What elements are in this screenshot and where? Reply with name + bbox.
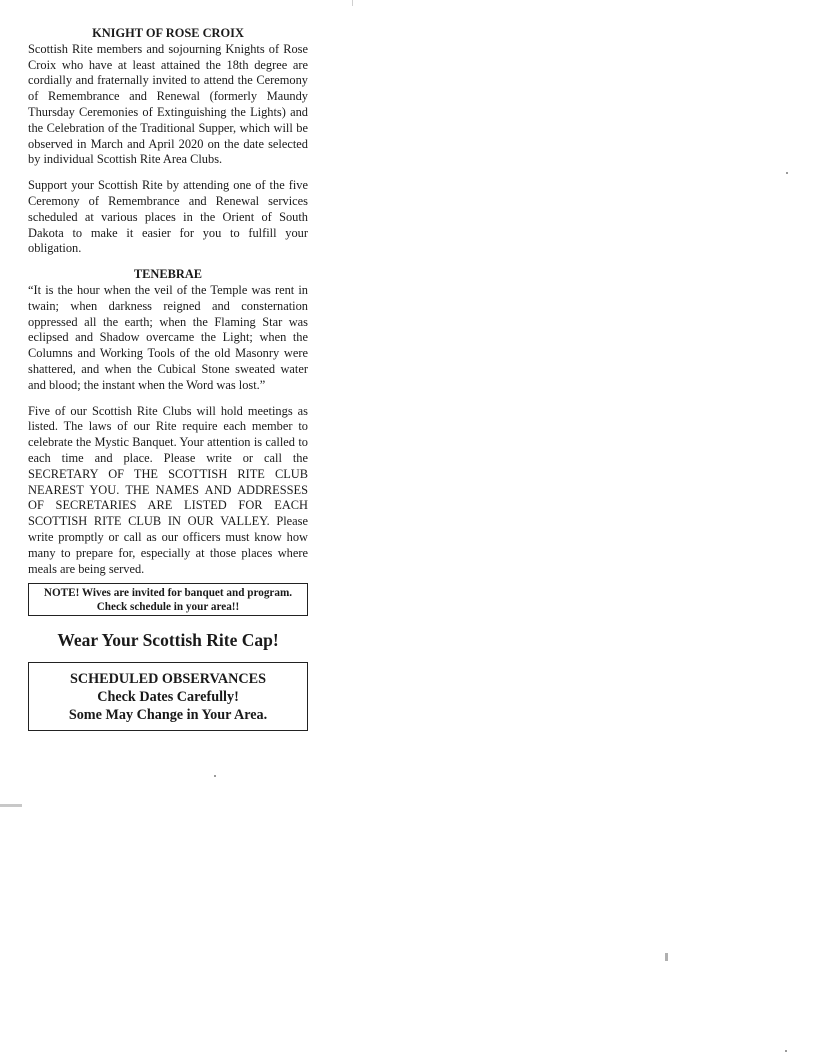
- schedule-title: SCHEDULED OBSERVANCES: [70, 671, 266, 688]
- clubs-paragraph: Five of our Scottish Rite Clubs will hold meetings as listed. The laws of our Rite require each member to celebrate the Mystic Banquet. Your attention is called to each time and place. Please write or call the SECRETARY OF THE SCOTTISH RITE CLUB NEAREST YOU. THE NAMES AND ADDRESSES OF SECRETARIES ARE LISTED FOR EACH SCOTTISH RITE CLUB IN OUR VALLEY. Please write promptly or call as our officers must know how many to prepare for, especially at those places where meals are being served.: [28, 403, 308, 576]
- invitation-paragraph: Scottish Rite members and sojourning Knights of Rose Croix who have at least attained the 18th degree are cordially and fraternally invited to attend the Ceremony of Remembrance and Renewal (formerly Maundy Thursday Ceremonies of Extinguishing the Lights) and the Celebration of the Traditional Supper, which will be observed in March and April 2020 on the date selected by individual Scottish Rite Area Clubs.: [28, 41, 308, 167]
- paragraph-spacer: [28, 168, 308, 178]
- schedule-line-2: Check Dates Carefully!: [97, 689, 239, 706]
- scan-speck: [786, 172, 788, 174]
- paragraph-spacer: [28, 257, 308, 267]
- scan-speck: [785, 1050, 787, 1052]
- tenebrae-quote: “It is the hour when the veil of the Temple was rent in twain; when darkness reigned and consternation oppressed all the earth; when the Flaming Star was eclipsed and Shadow overcame the Light; when the Columns and Working Tools of the old Masonry were shattered, and when the Cubical Stone sweated water and blood; the instant when the Word was lost.”: [28, 282, 308, 392]
- scan-speck: [0, 804, 22, 807]
- scan-speck: [352, 0, 353, 6]
- cap-reminder: Wear Your Scottish Rite Cap!: [57, 630, 279, 651]
- note-line-2: Check schedule in your area!!: [96, 601, 240, 614]
- support-paragraph: Support your Scottish Rite by attending one of the five Ceremony of Remembrance and Renewal services scheduled at various places in the Orient of South Dakota to make it easier for you to fulfill your obligation.: [28, 178, 308, 256]
- paragraph-spacer: [28, 394, 308, 404]
- note-line-1: NOTE! Wives are invited for banquet and program.: [43, 587, 293, 600]
- scheduled-observances-box: [28, 662, 308, 731]
- schedule-line-3: Some May Change in Your Area.: [68, 707, 268, 724]
- scan-speck: [665, 953, 668, 961]
- text-column: [28, 26, 308, 731]
- rose-croix-heading: KNIGHT OF ROSE CROIX: [92, 26, 244, 40]
- tenebrae-heading: TENEBRAE: [133, 267, 203, 282]
- wives-note-box: [28, 583, 308, 616]
- scan-speck: [214, 775, 216, 777]
